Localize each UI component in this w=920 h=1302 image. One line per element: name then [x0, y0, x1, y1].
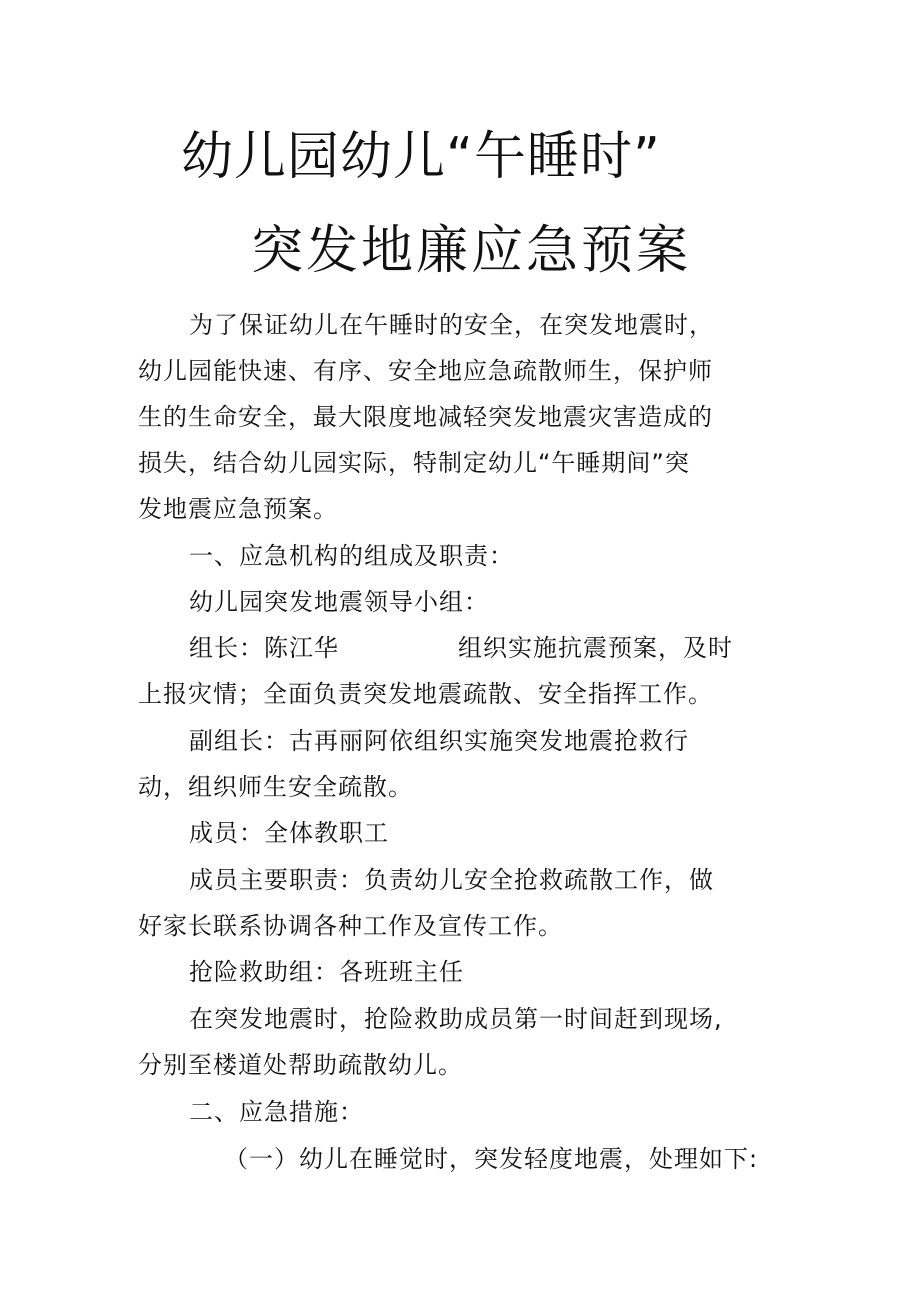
- section-heading-2: 二、应急措施：: [189, 1098, 364, 1126]
- paragraph-intro-line-5: 发地震应急预案。: [138, 495, 338, 523]
- document-title-line-1: 幼儿园幼儿“午睡时”: [181, 127, 661, 187]
- paragraph-intro-line-1: 为了保证幼儿在午睡时的安全，在突发地震时，: [189, 311, 714, 339]
- rescue-duty-line-1: 在突发地震时，抢险救助成员第一时间赶到现场,: [189, 1005, 723, 1033]
- paragraph-intro-line-4: 损失，结合幼儿园实际，特制定幼儿“午睡期间”突: [138, 449, 690, 477]
- group-leader-duty-line-2: 上报灾情；全面负责突发地震疏散、安全指挥工作。: [138, 680, 713, 708]
- paragraph-intro-line-2: 幼儿园能快速、有序、安全地应急疏散师生，保护师: [138, 357, 713, 385]
- members-line: 成员：全体教职工: [189, 819, 389, 847]
- rescue-group-line: 抢险救助组：各班班主任: [189, 958, 464, 986]
- deputy-leader-line-2: 动，组织师生安全疏散。: [138, 773, 413, 801]
- group-leader-duty-line-1: 组织实施抗震预案，及时: [458, 634, 733, 662]
- document-title-line-2: 突发地廉应急预案: [251, 221, 692, 281]
- members-duty-line-1: 成员主要职责：负责幼儿安全抢救疏散工作，做: [189, 866, 714, 894]
- section-heading-1: 一、应急机构的组成及职责：: [189, 542, 514, 570]
- rescue-duty-line-2: 分别至楼道处帮助疏散幼儿。: [138, 1051, 463, 1079]
- deputy-leader-line-1: 副组长：古再丽阿依组织实施突发地震抢救行: [189, 727, 689, 755]
- paragraph-intro-line-3: 生的生命安全，最大限度地减轻突发地震灾害造成的: [138, 403, 713, 431]
- members-duty-line-2: 好家长联系协调各种工作及宣传工作。: [138, 912, 563, 940]
- subsection-heading-1: （一）幼儿在睡觉时，突发轻度地震，处理如下:: [224, 1145, 759, 1173]
- leadership-group-heading: 幼儿园突发地震领导小组：: [189, 588, 489, 616]
- group-leader-line: 组长：陈江华: [189, 634, 339, 662]
